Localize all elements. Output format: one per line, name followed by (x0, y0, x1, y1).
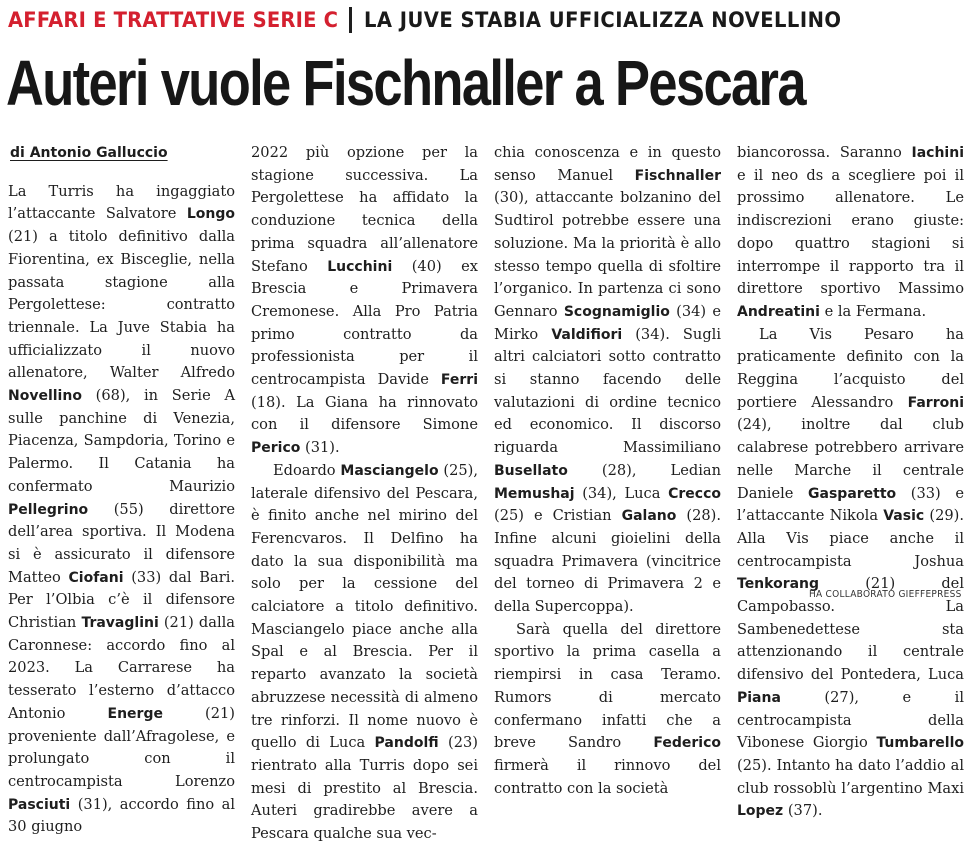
paragraph: chia conoscenza e in questo senso Manuel Fischnaller (30), attaccante bolzanino del Sudtirol potrebbe essere una soluzione. Ma la priorità è allo stesso tempo quella di sfoltire l’organico. In partenza ci sono Gennaro Scognamiglio (34) e Mirko Valdifiori (34). Sugli altri calciatori sotto contratto si stanno facendo delle valutazioni di ordine tecnico ed economico. Il discorso riguarda Massimiliano Busellato (28), Ledian Memushaj (34), Luca Crecco (25) e Cristian Galano (28). Infine alcuni gioielini della squadra Primavera (vincitrice del torneo di Primavera 2 e della Supercoppa). (494, 144, 722, 616)
credit-line: HA COLLABORATO GIEFFEPRESS (809, 589, 962, 600)
column-2 (251, 142, 478, 846)
paragraph: Edoardo Masciangelo (25), laterale difensivo del Pescara, è finito anche nel mirino del Ferencvaros. Il Delfino ha dato la sua disponibilità ma solo per la cessione del calciatore a titolo definitivo. Masciangelo piace anche alla Spal e al Brescia. Per il reparto avanzato la società abruzzese necessità di almeno tre rinforzi. Il nome nuovo è quello di Luca Pandolfi (23) rientrato alla Turris dopo sei mesi di prestito al Brescia. Auteri gradirebbe avere a Pescara qualche sua vec- (251, 461, 478, 843)
kicker-subtitle: LA JUVE STABIA UFFICIALIZZA NOVELLINO (363, 8, 842, 32)
headline-text: Auteri vuole Fischnaller a Pescara (6, 47, 805, 119)
paragraph: Sarà quella del direttore sportivo la prima casella a riempirsi in casa Teramo. Rumors di mercato confermano infatti che a breve Sandro Federico firmerà il rinnovo del contratto con la società (494, 620, 721, 797)
kicker-divider (349, 7, 352, 33)
column-4 (737, 142, 964, 823)
byline: di Antonio Galluccio (10, 145, 168, 161)
article-body (8, 138, 964, 843)
paragraph: La Turris ha ingaggiato l’attaccante Salvatore Longo (21) a titolo definitivo dalla Fiorentina, ex Bisceglie, nella passata stagione alla Pergolettese: contratto triennale. La Juve Stabia ha ufficializzato il nuovo allenatore, Walter Alfredo Novellino (68), in Serie A sulle panchine di Venezia, Piacenza, Sampdoria, Torino e Palermo. Il Catania ha confermato Maurizio Pellegrino (55) direttore dell’area sportiva. Il Modena si è assicurato il difensore Matteo Ciofani (33) dal Bari. Per l’Olbia c’è il difensore Christian Travaglini (21) dalla Caronnese: accordo fino al 2023. La Carrarese ha tesserato l’esterno d’attacco Antonio Energe (21) proveniente dall’Afragolese, e prolungato con il centrocampista Lorenzo Pasciuti (31), accordo fino al 30 giugno (8, 182, 236, 836)
column-3 (494, 142, 721, 800)
paragraph: 2022 più opzione per la stagione successiva. La Pergolettese ha affidato la conduzione tecnica della prima squadra all’allenatore Stefano Lucchini (40) ex Brescia e Primavera Cremonese. Alla Pro Patria primo contratto da professionista per il centrocampista Davide Ferri (18). La Giana ha rinnovato con il difensore Simone Perico (31). (251, 144, 478, 457)
headline (6, 40, 966, 126)
section-label: AFFARI E TRATTATIVE SERIE C (8, 8, 339, 32)
column-1 (8, 142, 235, 839)
paragraph: La Vis Pesaro ha praticamente definito con la Reggina l’acquisto del portiere Alessandro Farroni (24), inoltre dal club calabrese potrebbero arrivare nelle Marche il centrale Daniele Gasparetto (33) e l’attaccante Nikola Vasic (29). Alla Vis piace anche il centrocampista Joshua Tenkorang (21) del Campobasso. La Sambenedettese sta attenzionando il centrale difensivo del Pontedera, Luca Piana (27), e il centrocampista della Vibonese Giorgio Tumbarello (25). Intanto ha dato l’addio al club rossoblù l’argentino Maxi Lopez (37). (737, 325, 964, 820)
kicker (8, 6, 964, 34)
paragraph: biancorossa. Saranno Iachini e il neo ds a scegliere poi il prossimo allenatore. Le indiscrezioni erano giuste: dopo quattro stagioni si interrompe il rapporto tra il direttore sportivo Massimo Andreatini e la Fermana. (737, 144, 964, 320)
